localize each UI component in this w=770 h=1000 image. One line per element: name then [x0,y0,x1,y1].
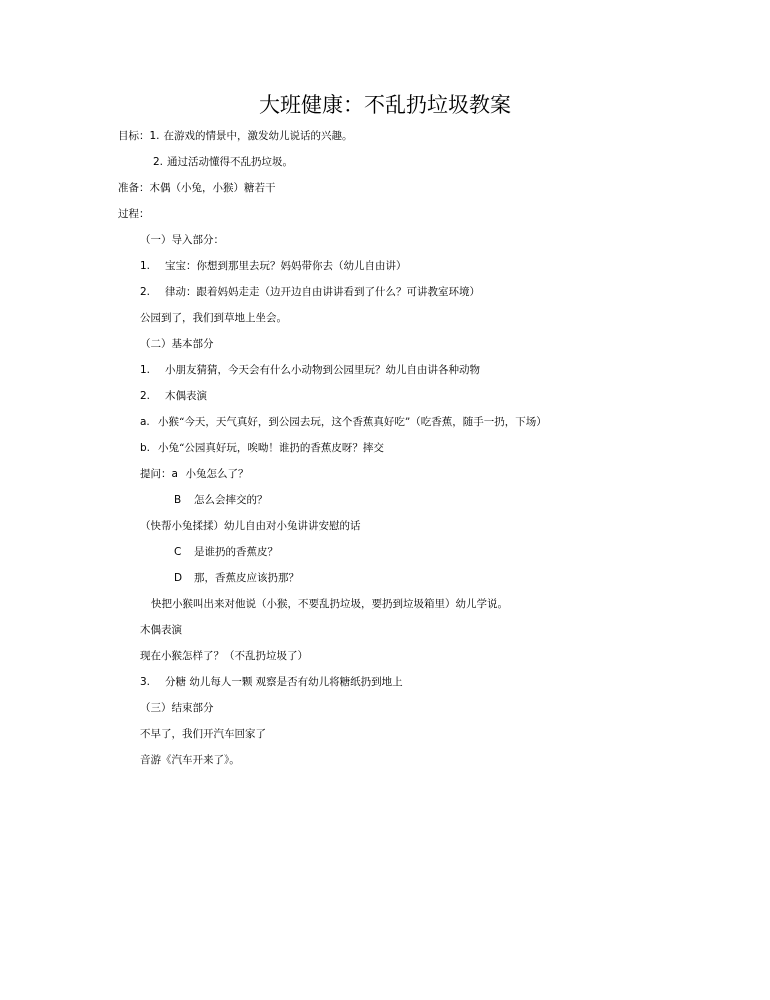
list-item [140,389,207,403]
item-number: 1. [140,260,151,272]
monkey-now-line: 现在小猴怎样了？（不乱扔垃圾了） [140,650,308,662]
sub-item-b [140,441,384,455]
sub-item-text: 小兔“公园真好玩，唉呦！谁扔的香蕉皮呀？摔交 [158,442,384,454]
call-monkey-line: 快把小猴叫出来对他说（小猴，不要乱扔垃圾，要扔到垃圾箱里）幼儿学说。 [151,598,508,610]
question-text: 小兔怎么了？ [185,468,249,480]
goal-line-2 [153,155,293,169]
question-c-line [174,545,278,559]
comfort-line: （快帮小兔揉揉）幼儿自由对小兔讲讲安慰的话 [140,520,361,532]
sub-item-a [140,415,547,429]
question-letter: a [171,468,178,480]
page-title: 大班健康：不乱扔垃圾教案 [259,93,511,117]
preparation-line: 准备：木偶（小兔，小猴）糖若干 [118,182,276,194]
question-letter: B [174,494,182,506]
section-1-heading: （一）导入部分： [140,234,224,246]
question-b-line [174,493,268,507]
section-1-note: 公园到了，我们到草地上坐会。 [140,312,287,324]
goal-line-1 [118,129,353,143]
list-item [140,259,407,273]
item-text: 分糖 幼儿每人一颗 观察是否有幼儿将糖纸扔到地上 [165,676,403,688]
item-text: 律动：跟着妈妈走走（边开边自由讲讲看到了什么？可讲教室环境） [165,286,480,298]
list-item [140,675,403,689]
question-text: 那，香蕉皮应该扔那？ [194,572,299,584]
question-a-line [140,467,249,481]
sub-item-label: b. [140,442,151,454]
question-label: 提问： [140,468,172,480]
item-text: 木偶表演 [165,390,207,402]
list-item [140,363,480,377]
puppet-show-line: 木偶表演 [140,624,182,636]
item-number: 1. [140,364,151,376]
goal-1-text: 在游戏的情景中，激发幼儿说话的兴趣。 [163,130,353,142]
section-3-heading: （三）结束部分 [140,702,214,714]
sub-item-label: a. [140,416,150,428]
process-label: 过程： [118,208,150,220]
item-number: 3. [140,676,151,688]
item-text: 小朋友猜猜，今天会有什么小动物到公园里玩？幼儿自由讲各种动物 [165,364,480,376]
item-number: 2. [140,286,151,298]
section-2-heading: （二）基本部分 [140,338,214,350]
question-letter: C [174,546,182,558]
list-item [140,285,480,299]
item-text: 宝宝：你想到那里去玩？妈妈带你去（幼儿自由讲） [165,260,407,272]
ending-line-1: 不早了，我们开汽车回家了 [140,728,266,740]
goal-1-number: 1. [149,130,160,142]
question-text: 怎么会摔交的？ [194,494,268,506]
goal-2-number: 2. [153,156,164,168]
question-letter: D [174,572,183,584]
ending-line-2: 音游《汽车开来了》。 [140,754,240,766]
sub-item-text: 小猴“今天，天气真好，到公园去玩，这个香蕉真好吃”（吃香蕉，随手一扔，下场） [158,416,547,428]
item-number: 2. [140,390,151,402]
goal-2-text: 通过活动懂得不乱扔垃圾。 [167,156,294,168]
question-text: 是谁扔的香蕉皮？ [194,546,278,558]
goal-label: 目标： [118,130,150,142]
question-d-line [174,571,299,585]
